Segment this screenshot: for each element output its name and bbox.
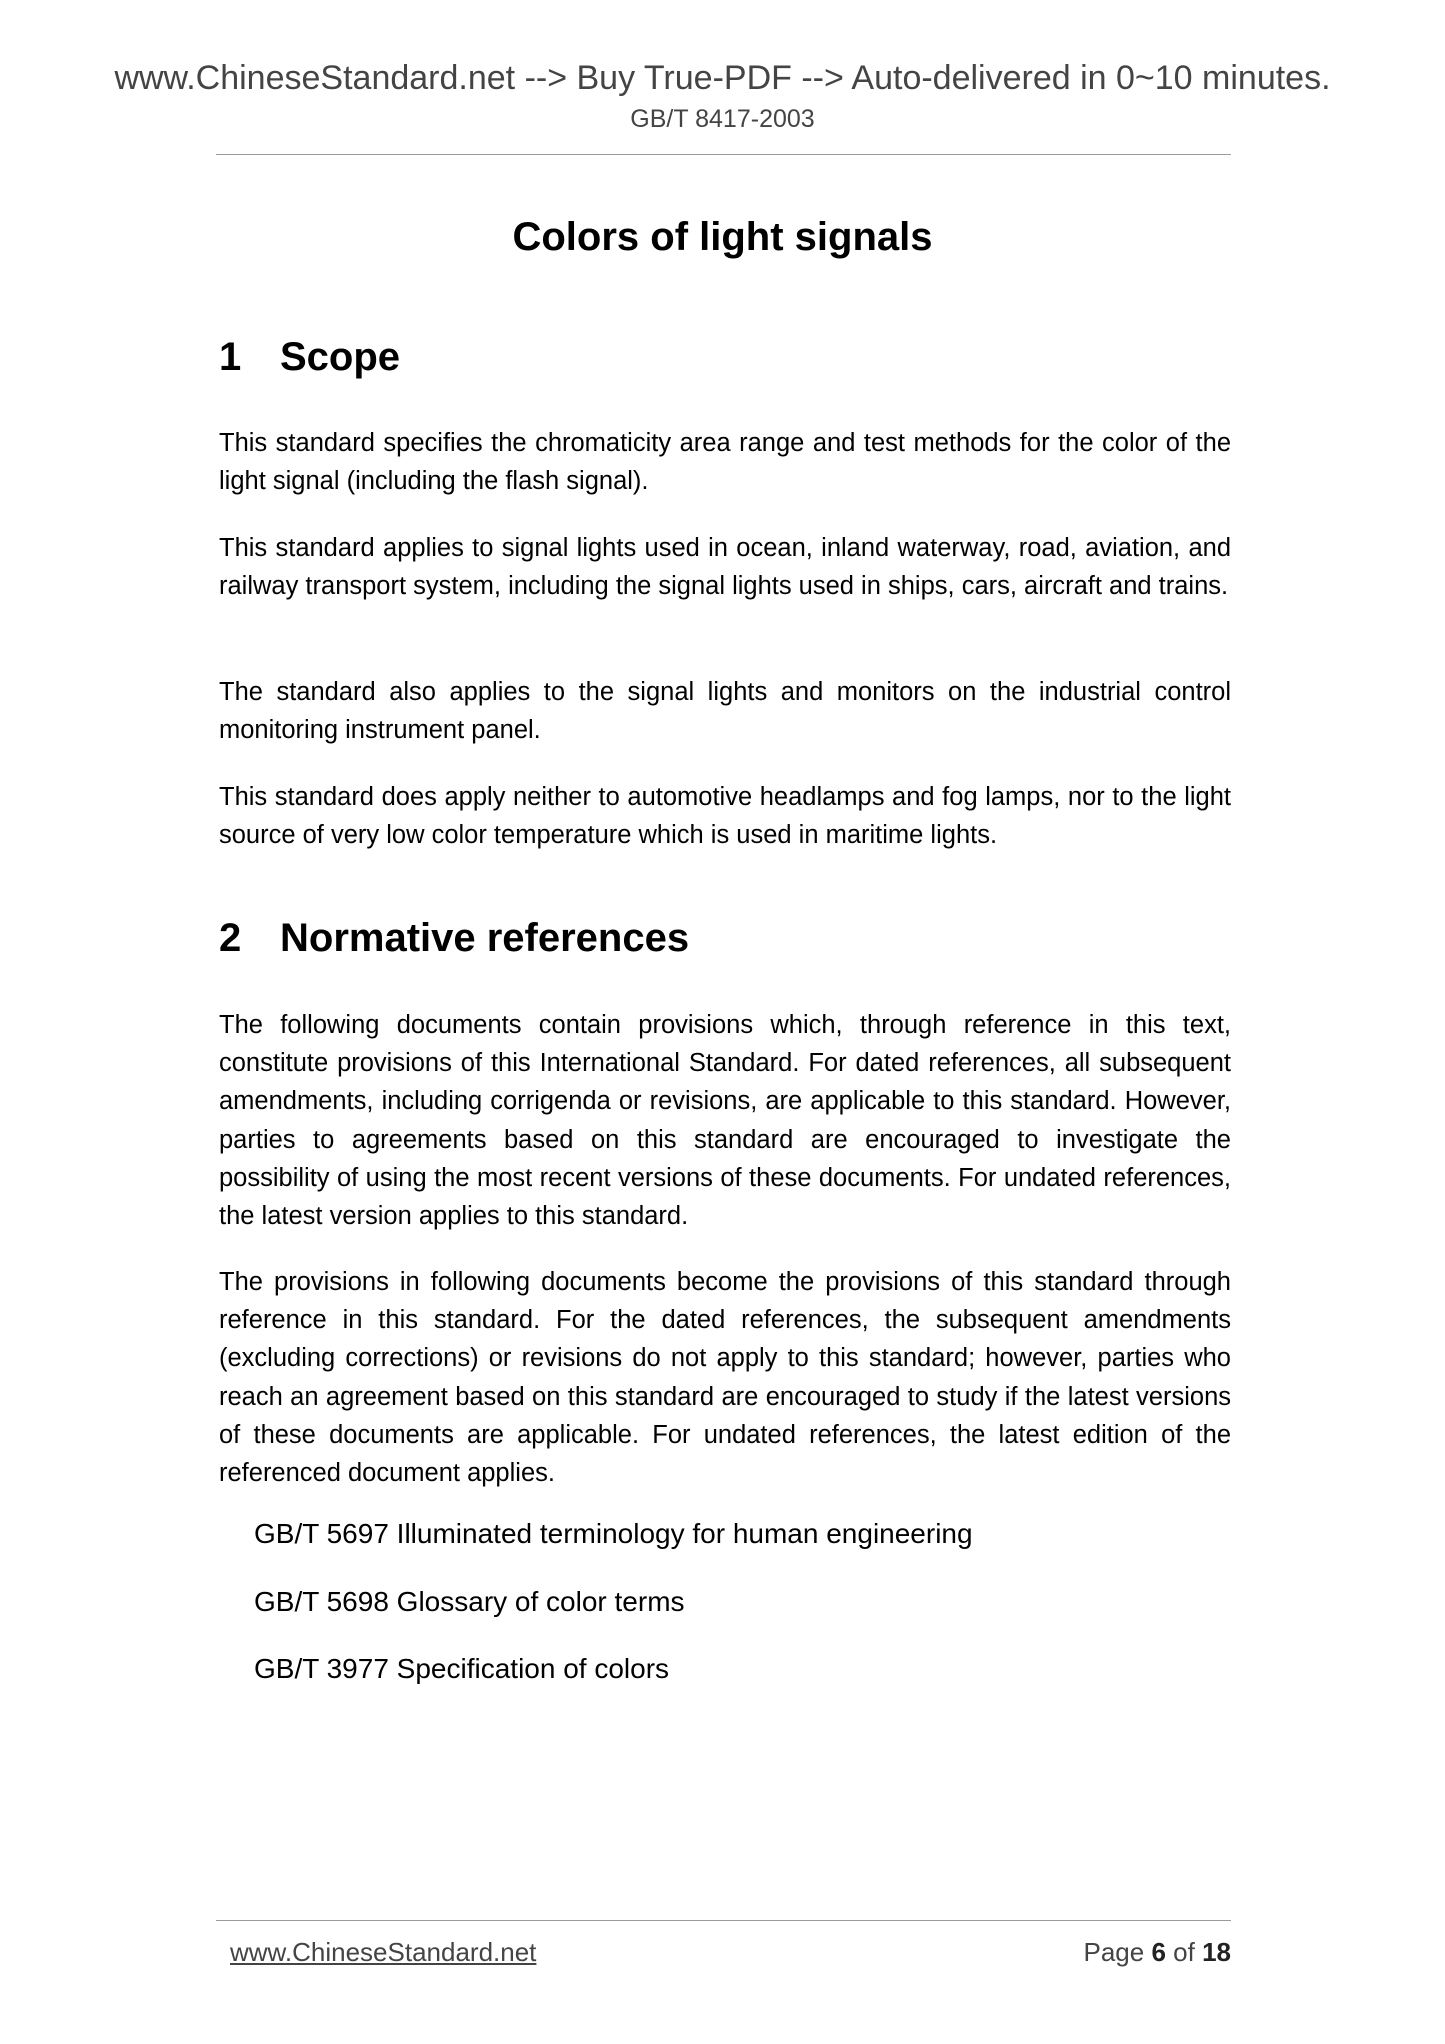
- page-total: 18: [1202, 1937, 1231, 1967]
- reference-item: GB/T 3977 Specification of colors: [254, 1653, 670, 1684]
- page-of: of: [1173, 1937, 1195, 1967]
- header-divider: [216, 154, 1231, 155]
- section-2-number: 2: [219, 916, 242, 960]
- section-2-paragraph-1: The following documents contain provisions which, through reference in this text, constitute provisions of this International Standard. For dated references, all subsequent amendments, including corrigenda or revisions, are applicable to this standard. However, parties to agreements based on this standard are encouraged to investigate the possibility of using the most recent versions of these documents. For undated references, the latest version applies to this standard.: [219, 1011, 1231, 1231]
- section-1-paragraph-4: This standard does apply neither to automotive headlamps and fog lamps, nor to the light source of very low color temperature which is used in maritime lights.: [219, 783, 1231, 850]
- section-2-paragraph-2: The provisions in following documents become the provisions of this standard through reference in this standard. For the dated references, the subsequent amendments (excluding corrections) or revisions do not apply to this standard; however, parties who reach an agreement based on this standard are encouraged to study if the latest versions of these documents are applicable. For undated references, the latest edition of the referenced document applies.: [219, 1268, 1231, 1488]
- page-indicator: [1083, 1936, 1231, 1968]
- footer-site-link[interactable]: www.ChineseStandard.net: [230, 1937, 537, 1967]
- footer-divider: [216, 1920, 1231, 1921]
- section-1-number: 1: [219, 335, 242, 379]
- reference-item: GB/T 5697 Illuminated terminology for human engineering: [254, 1518, 973, 1549]
- section-2-title: Normative references: [280, 916, 690, 960]
- document-title: Colors of light signals: [512, 215, 933, 259]
- section-2-heading: [219, 914, 689, 962]
- section-1-title: Scope: [280, 335, 401, 379]
- header-banner: www.ChineseStandard.net --> Buy True-PDF --> Auto-delivered in 0~10 minutes.: [114, 59, 1331, 97]
- page-current: 6: [1151, 1937, 1166, 1967]
- section-1-paragraph-2: This standard applies to signal lights used in ocean, inland waterway, road, aviation, and railway transport system, including the signal lights used in ships, cars, aircraft and trains.: [219, 534, 1231, 601]
- section-1-paragraph-3: The standard also applies to the signal lights and monitors on the industrial control monitoring instrument panel.: [219, 678, 1231, 745]
- section-1-heading: [219, 333, 400, 381]
- normative-reference-list: [254, 1517, 973, 1720]
- reference-item: GB/T 5698 Glossary of color terms: [254, 1585, 685, 1617]
- standard-code: GB/T 8417-2003: [630, 105, 815, 133]
- section-1-paragraph-1: This standard specifies the chromaticity area range and test methods for the color of the light signal (including the flash signal).: [219, 429, 1231, 496]
- page-prefix: Page: [1083, 1937, 1145, 1967]
